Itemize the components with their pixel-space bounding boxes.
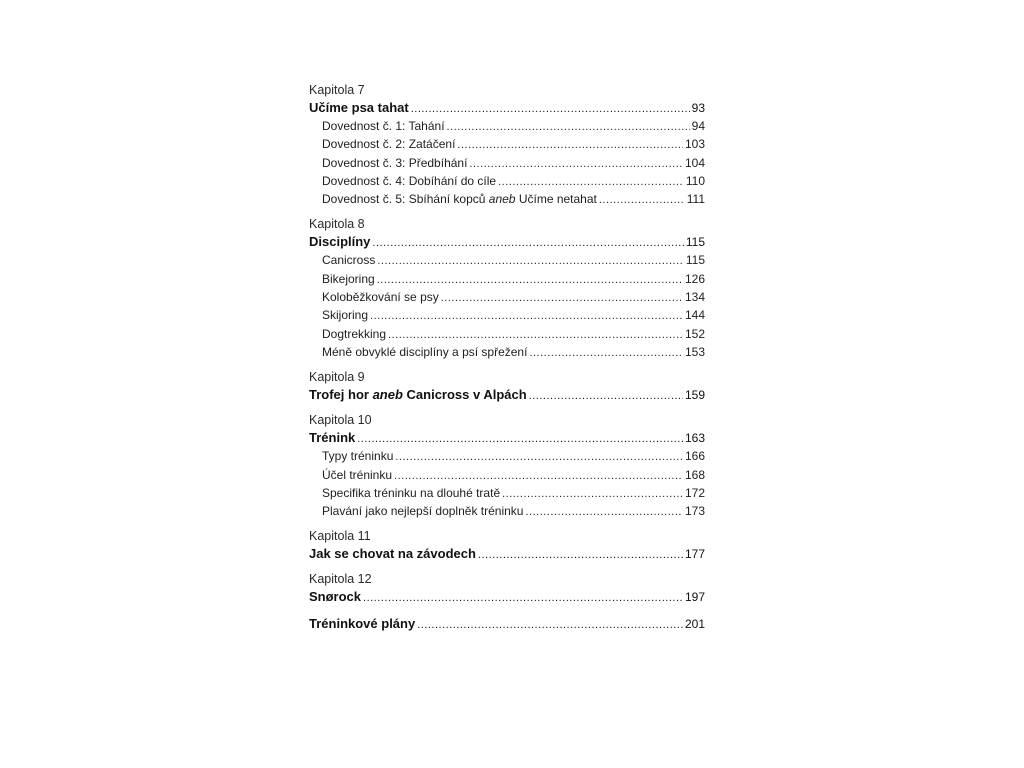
section-title: Dovednost č. 1: Tahání bbox=[322, 119, 445, 133]
dot-leader bbox=[388, 327, 683, 344]
dot-leader bbox=[529, 345, 683, 362]
section-row[interactable] bbox=[309, 448, 705, 466]
chapter-11 bbox=[309, 528, 705, 564]
dot-leader bbox=[372, 234, 683, 252]
chapter-title: Trénink bbox=[309, 430, 356, 446]
page-number: 104 bbox=[684, 155, 705, 170]
section-title: Bikejoring bbox=[322, 271, 375, 286]
section-title-emphasis: aneb bbox=[488, 192, 516, 207]
section-row[interactable] bbox=[309, 307, 705, 325]
dot-leader bbox=[395, 449, 683, 466]
table-of-contents bbox=[309, 82, 705, 641]
chapter-label: Kapitola 12 bbox=[309, 572, 372, 587]
chapter-title-row[interactable] bbox=[309, 545, 705, 564]
dot-leader bbox=[441, 290, 683, 307]
chapter-title: Snørock bbox=[309, 589, 362, 605]
chapter-title-part: Canicross v Alpách bbox=[402, 387, 527, 403]
page-number: 103 bbox=[684, 137, 705, 152]
section-row[interactable] bbox=[309, 173, 705, 191]
dot-leader bbox=[357, 430, 683, 448]
dot-leader bbox=[478, 546, 683, 564]
page-number: 111 bbox=[686, 192, 705, 207]
chapter-title: Disciplíny bbox=[309, 234, 371, 250]
dot-leader bbox=[525, 504, 683, 521]
page-number: 152 bbox=[684, 326, 705, 341]
chapter-title-row[interactable] bbox=[309, 386, 705, 405]
section-row[interactable] bbox=[309, 252, 705, 270]
chapter-title: Učíme psa tahat bbox=[309, 100, 409, 115]
page-number: 126 bbox=[684, 271, 705, 286]
section-row[interactable] bbox=[309, 118, 705, 136]
dot-leader bbox=[377, 253, 684, 270]
page-number: 110 bbox=[685, 173, 705, 188]
section-title: Typy tréninku bbox=[322, 449, 394, 464]
chapter-8 bbox=[309, 216, 705, 362]
chapter-12 bbox=[309, 571, 705, 607]
page-number: 153 bbox=[684, 344, 705, 359]
chapter-title bbox=[309, 386, 527, 404]
section-title bbox=[322, 191, 597, 208]
page-number: 173 bbox=[684, 504, 705, 519]
section-row[interactable] bbox=[309, 191, 705, 209]
page-number: 115 bbox=[685, 253, 705, 268]
section-row[interactable] bbox=[309, 503, 705, 521]
chapter-7 bbox=[309, 82, 705, 209]
page-number: 201 bbox=[684, 617, 705, 632]
section-row[interactable] bbox=[309, 326, 705, 344]
section-title: Dogtrekking bbox=[322, 326, 387, 341]
section-row[interactable] bbox=[309, 155, 705, 173]
section-title: Dovednost č. 2: Zatáčení bbox=[322, 137, 456, 152]
page-number: 144 bbox=[684, 308, 705, 323]
dot-leader bbox=[363, 589, 683, 607]
chapter-title: Jak se chovat na závodech bbox=[309, 546, 476, 562]
section-title-part: Učíme netahat bbox=[515, 192, 597, 207]
dot-leader bbox=[498, 174, 684, 191]
dot-leader bbox=[502, 486, 683, 503]
chapter-label: Kapitola 9 bbox=[309, 370, 365, 385]
chapter-label: Kapitola 7 bbox=[309, 83, 365, 97]
dot-leader bbox=[469, 156, 683, 173]
chapter-title-row[interactable] bbox=[309, 615, 705, 634]
chapter-title-row[interactable] bbox=[309, 233, 705, 252]
chapter-9 bbox=[309, 369, 705, 405]
dot-leader bbox=[394, 468, 683, 485]
section-row[interactable] bbox=[309, 485, 705, 503]
dot-leader bbox=[447, 119, 690, 136]
chapter-title-part: Trofej hor bbox=[309, 387, 373, 403]
section-row[interactable] bbox=[309, 136, 705, 154]
chapter-title-row[interactable] bbox=[309, 99, 705, 118]
page-number: 159 bbox=[684, 388, 705, 403]
chapter-10 bbox=[309, 412, 705, 521]
page-number: 163 bbox=[684, 431, 705, 446]
section-row[interactable] bbox=[309, 271, 705, 289]
section-row[interactable] bbox=[309, 344, 705, 362]
page-number: 197 bbox=[684, 590, 705, 605]
chapter-title: Tréninkové plány bbox=[309, 616, 416, 632]
dot-leader bbox=[457, 137, 683, 154]
section-title: Účel tréninku bbox=[322, 467, 393, 482]
section-title-part: Dovednost č. 5: Sbíhání kopců bbox=[322, 192, 489, 207]
section-title: Specifika tréninku na dlouhé tratě bbox=[322, 485, 501, 500]
section-title: Skijoring bbox=[322, 308, 369, 323]
section-title: Méně obvyklé disciplíny a psí spřežení bbox=[322, 344, 528, 359]
chapter-title-emphasis: aneb bbox=[372, 387, 403, 403]
chapter-label: Kapitola 11 bbox=[309, 529, 371, 544]
chapter-title-row[interactable] bbox=[309, 429, 705, 448]
section-title: Dovednost č. 4: Dobíhání do cíle bbox=[322, 173, 497, 188]
page-number: 172 bbox=[684, 485, 705, 500]
training-plans-entry bbox=[309, 615, 705, 634]
page-number: 166 bbox=[684, 449, 705, 464]
page-number: 93 bbox=[691, 101, 705, 115]
page-number: 115 bbox=[685, 235, 705, 250]
dot-leader bbox=[529, 387, 683, 405]
dot-leader bbox=[417, 616, 683, 634]
chapter-label: Kapitola 10 bbox=[309, 413, 372, 428]
dot-leader bbox=[411, 100, 690, 118]
chapter-title-row[interactable] bbox=[309, 588, 705, 607]
page-number: 134 bbox=[684, 290, 705, 305]
section-title: Canicross bbox=[322, 253, 376, 268]
dot-leader bbox=[370, 308, 683, 325]
dot-leader bbox=[377, 272, 683, 289]
section-row[interactable] bbox=[309, 467, 705, 485]
section-title: Dovednost č. 3: Předbíhání bbox=[322, 155, 468, 170]
page-number: 94 bbox=[691, 119, 705, 133]
page-number: 168 bbox=[684, 467, 705, 482]
page-number: 177 bbox=[684, 547, 705, 562]
section-row[interactable] bbox=[309, 289, 705, 307]
section-title: Plavání jako nejlepší doplněk tréninku bbox=[322, 504, 524, 519]
chapter-label: Kapitola 8 bbox=[309, 217, 365, 232]
dot-leader bbox=[599, 192, 685, 209]
section-title: Koloběžkování se psy bbox=[322, 290, 439, 305]
